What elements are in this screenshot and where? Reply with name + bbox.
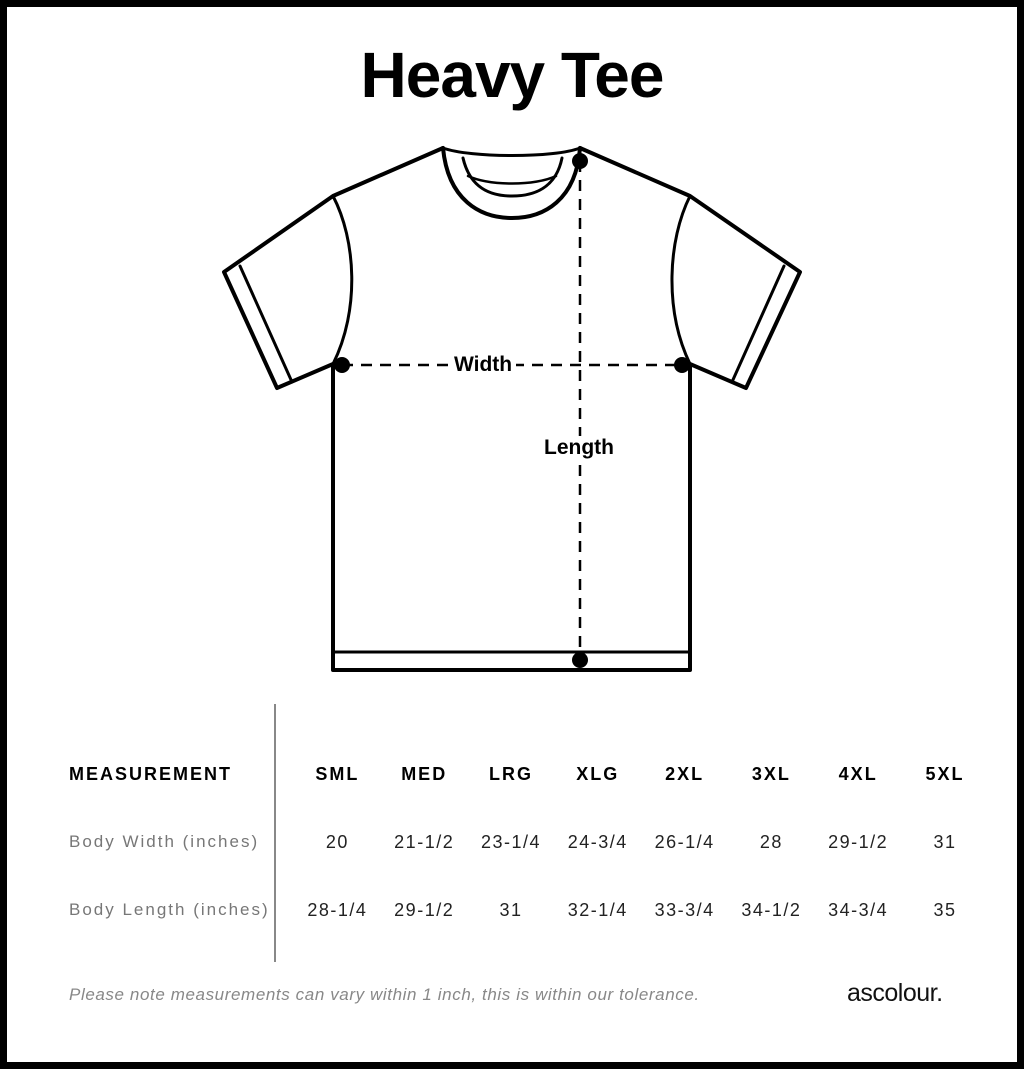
length-label: Length (540, 436, 618, 460)
left-armhole-seam (333, 196, 352, 364)
row-label-body-length: Body Length (inches) (69, 900, 270, 919)
right-armhole-seam (672, 196, 690, 364)
width-label: Width (450, 353, 516, 377)
length-top-dot (572, 153, 588, 169)
length-bottom-dot (572, 652, 588, 668)
table-cell: 31 (933, 831, 957, 852)
size-header-med: MED (401, 763, 448, 784)
tshirt-outline (224, 148, 800, 670)
table-row (60, 876, 988, 944)
size-header-5xl: 5XL (925, 763, 965, 784)
table-cell: 21-1/2 (394, 831, 455, 852)
table-cell: 31 (499, 899, 523, 920)
table-cell: 23-1/4 (480, 831, 542, 852)
brand-logo: ascolour. (847, 979, 943, 1007)
table-header-row (60, 740, 988, 808)
table-cell: 28-1/4 (307, 899, 368, 920)
measurement-header: MEASUREMENT (69, 763, 233, 784)
size-header-3xl: 3XL (751, 763, 791, 784)
table-cell: 32-1/4 (567, 899, 628, 920)
table-cell: 24-3/4 (567, 831, 628, 852)
collar-back (443, 148, 580, 156)
size-chart-table (60, 740, 988, 944)
collar-inner (463, 158, 562, 196)
table-cell: 34-1/2 (741, 899, 802, 920)
size-header-sml: SML (315, 763, 360, 784)
row-label-body-width: Body Width (inches) (69, 832, 260, 851)
collar-inner-line (468, 176, 556, 184)
page-title: Heavy Tee (360, 39, 664, 111)
size-header-2xl: 2XL (665, 763, 705, 784)
table-row (60, 808, 988, 876)
table-cell: 29-1/2 (828, 831, 889, 852)
table-cell: 20 (325, 831, 349, 852)
table-cell: 35 (933, 899, 957, 920)
table-cell: 29-1/2 (394, 899, 455, 920)
size-header-xlg: XLG (576, 763, 620, 784)
table-cell: 33-3/4 (654, 899, 715, 920)
size-header-4xl: 4XL (838, 763, 878, 784)
width-left-dot (334, 357, 350, 373)
size-header-lrg: LRG (488, 763, 533, 784)
tolerance-note: Please note measurements can vary within 1 inch, this is within our tolerance. (69, 985, 700, 1004)
table-cell: 34-3/4 (828, 899, 889, 920)
table-cell: 28 (759, 831, 783, 852)
table-cell: 26-1/4 (654, 831, 715, 852)
width-right-dot (674, 357, 690, 373)
